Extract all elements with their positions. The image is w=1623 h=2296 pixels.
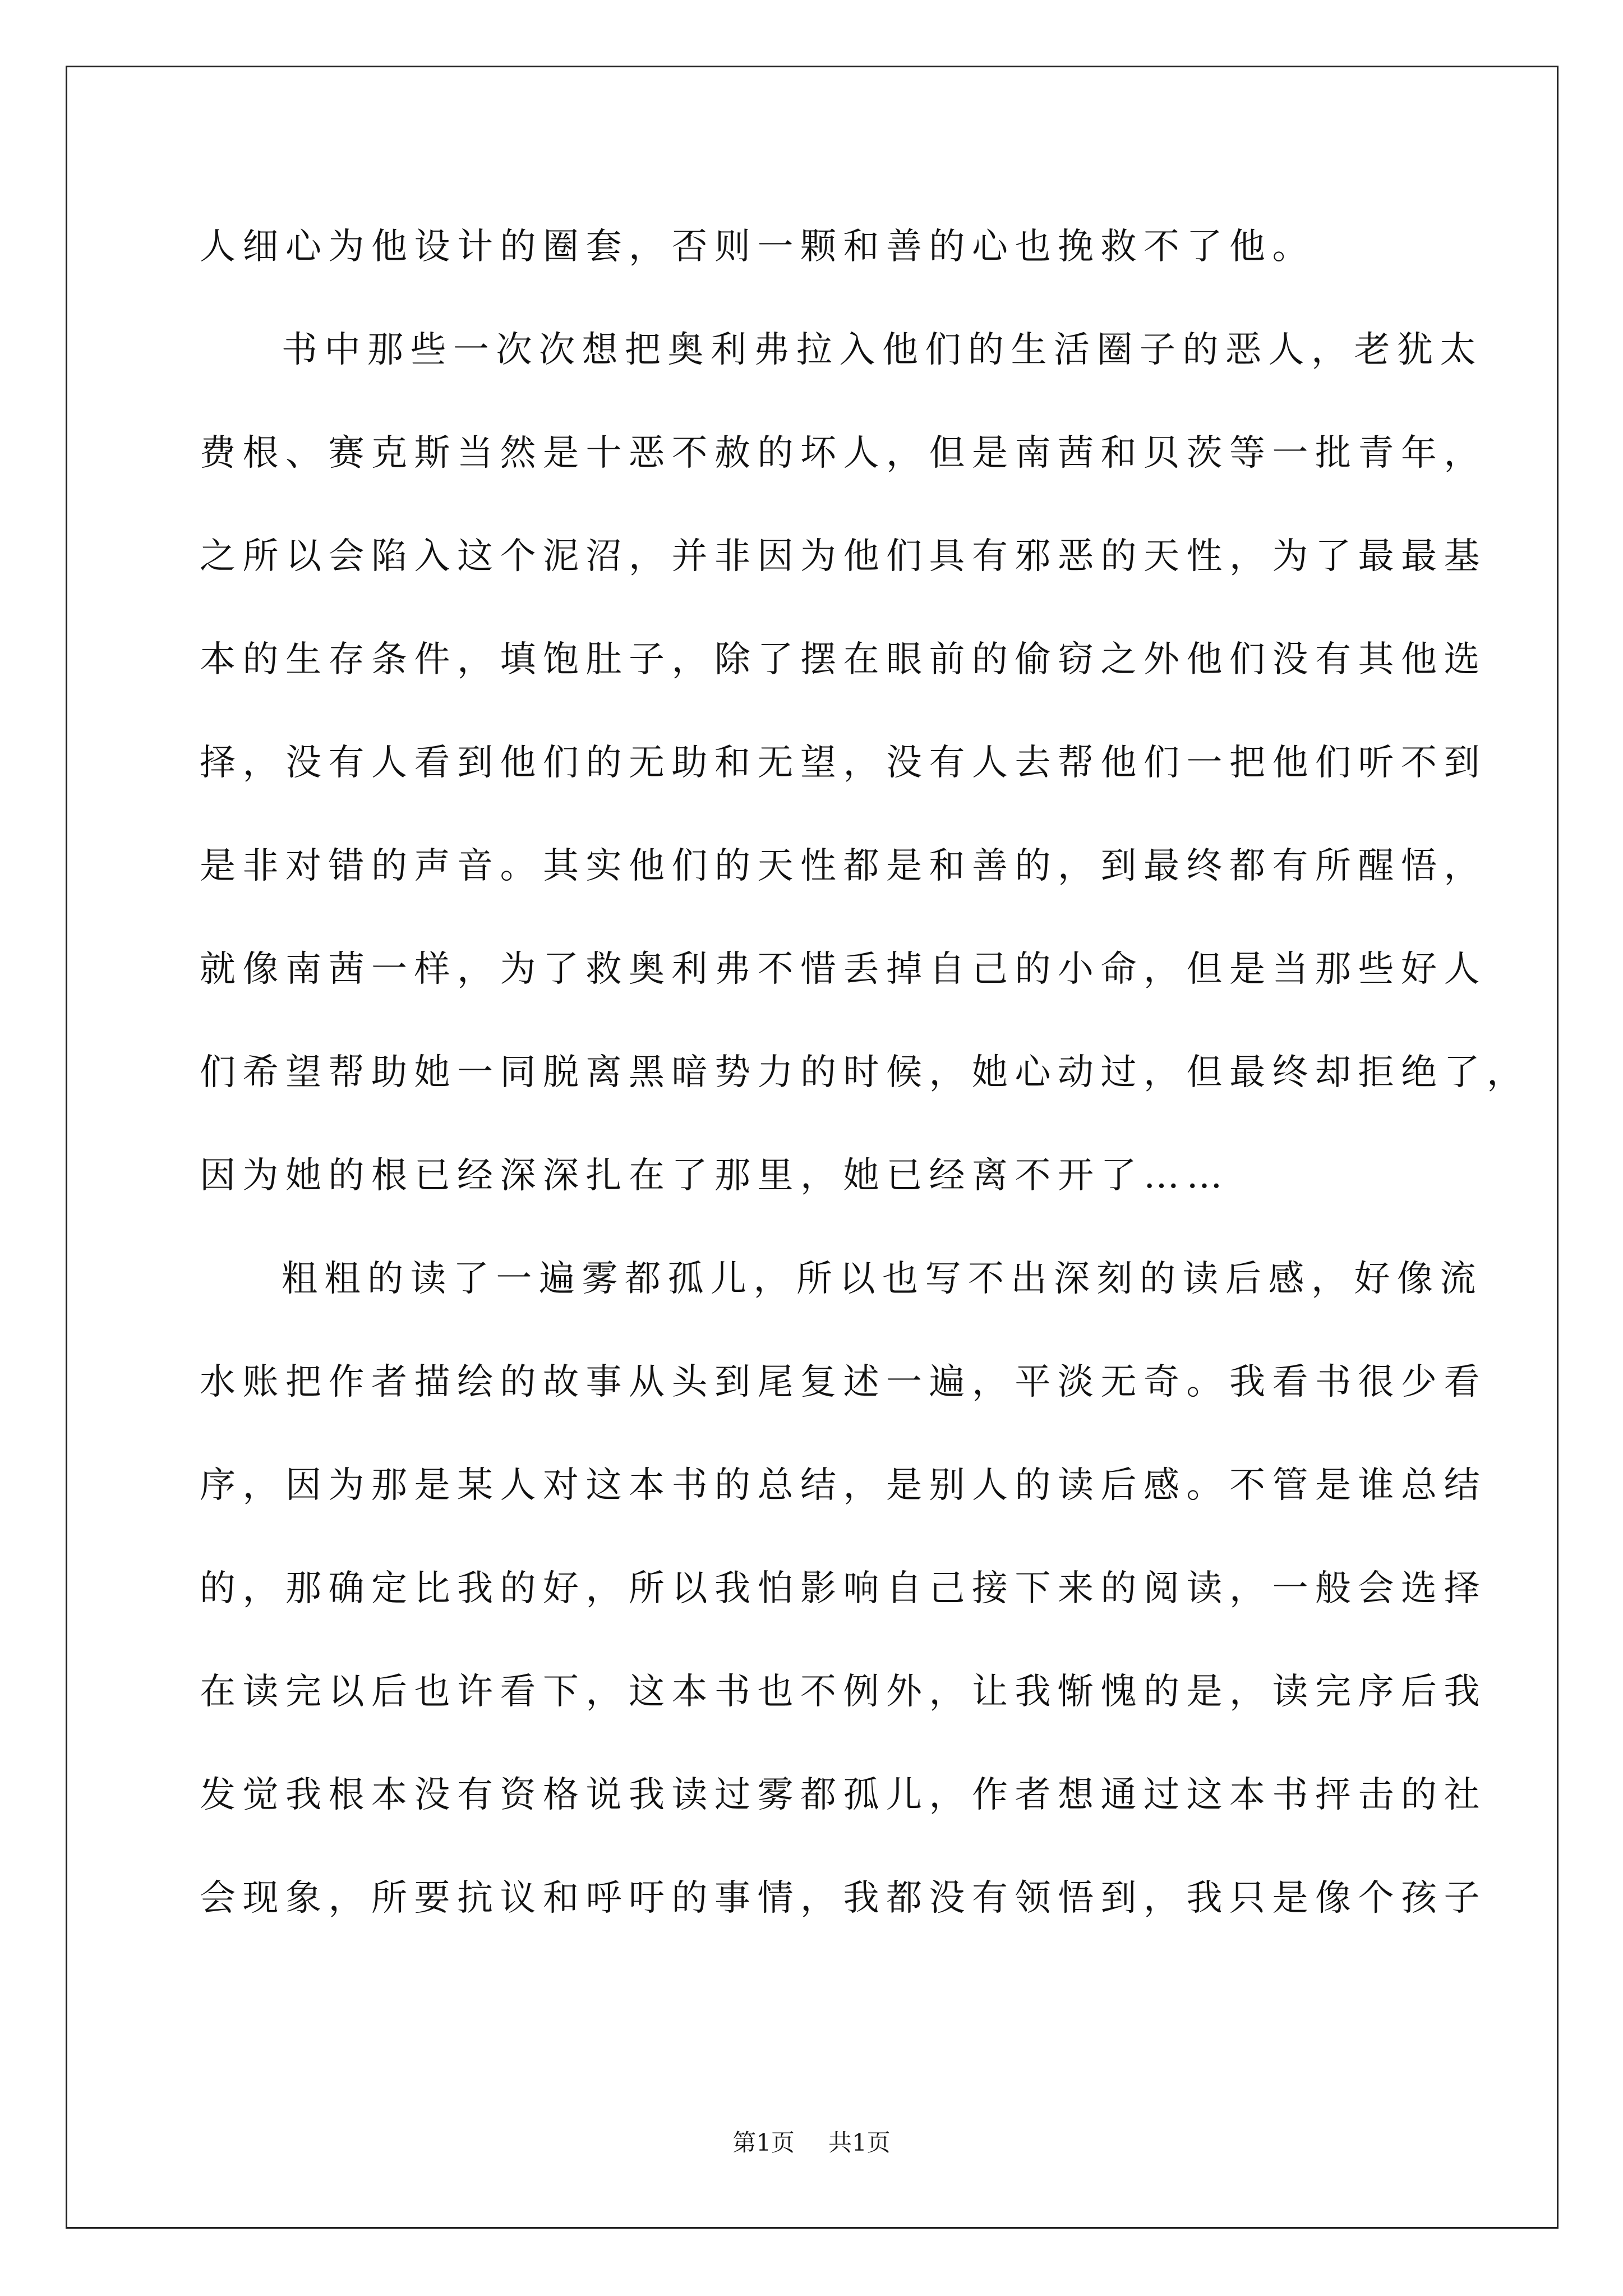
text-line: 的，那确定比我的好，所以我怕影响自己接下来的阅读，一般会选择 [200,1568,1487,1609]
text-line: 本的生存条件，填饱肚子，除了摆在眼前的偷窃之外他们没有其他选 [200,639,1487,680]
text-line: 在读完以后也许看下，这本书也不例外，让我惭愧的是，读完序后我 [200,1671,1487,1713]
page-footer [0,2126,1623,2160]
text-line: 费根、赛克斯当然是十恶不赦的坏人，但是南茜和贝茨等一批青年， [200,432,1487,474]
text-line: 水账把作者描绘的故事从头到尾复述一遍，平淡无奇。我看书很少看 [200,1361,1487,1403]
page-total: 共1页 [828,2129,891,2156]
text-line: 人细心为他设计的圈套，否则一颗和善的心也挽救不了他。 [200,226,1315,268]
page-number: 第1页 [732,2129,795,2156]
text-line: 择，没有人看到他们的无助和无望，没有人去帮他们一把他们听不到 [200,742,1487,784]
text-line: 粗粗的读了一遍雾都孤儿，所以也写不出深刻的读后感，好像流 [282,1258,1483,1300]
text-line: 们希望帮助她一同脱离黑暗势力的时候，她心动过，但最终却拒绝了， [200,1052,1530,1093]
text-line: 会现象，所要抗议和呼吁的事情，我都没有领悟到，我只是像个孩子 [200,1878,1487,1919]
text-line: 序，因为那是某人对这本书的总结，是别人的读后感。不管是谁总结 [200,1465,1487,1506]
text-line: 书中那些一次次想把奥利弗拉入他们的生活圈子的恶人，老犹太 [282,329,1483,371]
text-line: 之所以会陷入这个泥沼，并非因为他们具有邪恶的天性，为了最最基 [200,536,1487,577]
text-line: 发觉我根本没有资格说我读过雾都孤儿，作者想通过这本书抨击的社 [200,1774,1487,1816]
text-line: 因为她的根已经深深扎在了那里，她已经离不开了…… [200,1155,1229,1197]
text-line: 是非对错的声音。其实他们的天性都是和善的，到最终都有所醒悟， [200,845,1487,887]
text-line: 就像南茜一样，为了救奥利弗不惜丢掉自己的小命，但是当那些好人 [200,949,1487,990]
